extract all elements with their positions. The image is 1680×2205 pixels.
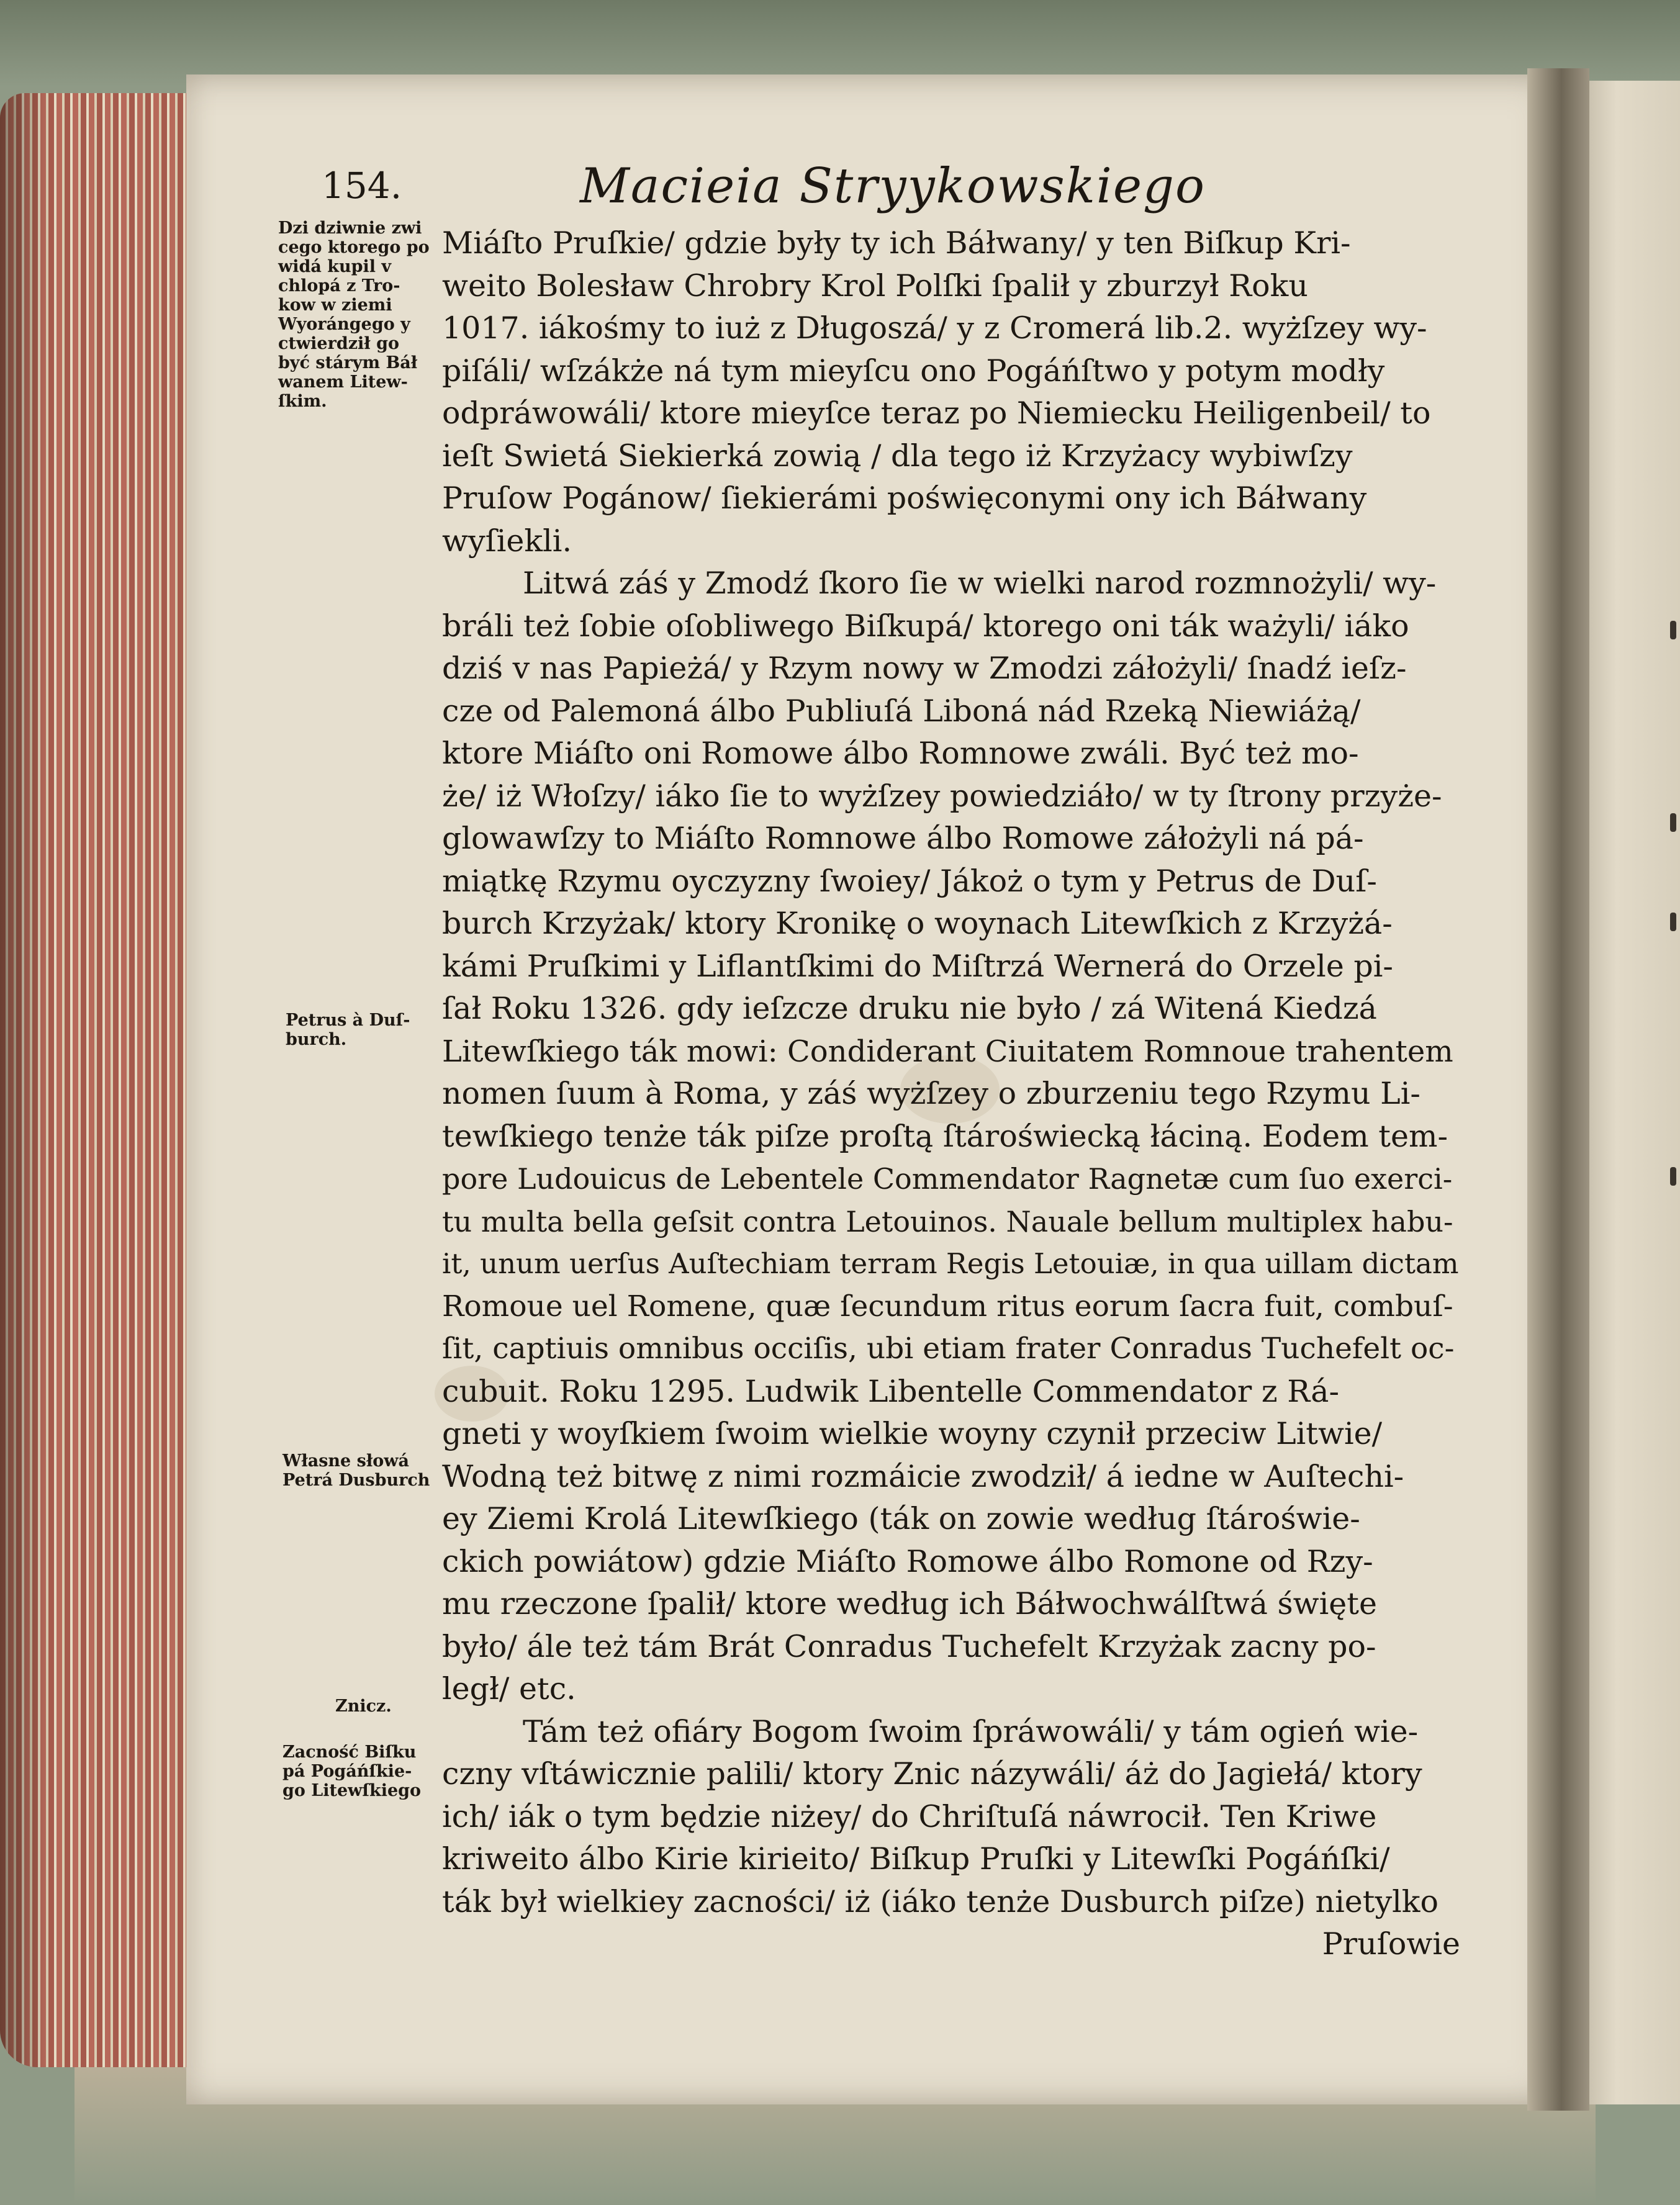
- facing-page-mark: [1670, 1167, 1676, 1186]
- text-line: nomen ſuum à Roma, y záś wyżſzey o zburzeniu tego Rzymu Li-: [442, 1076, 1420, 1111]
- text-line: pore Ludouicus de Lebentele Commendator Ragnetæ cum ſuo exerci-: [442, 1162, 1453, 1196]
- text-line: ſit, captiuis omnibus occiſis, ubi etiam frater Conradus Tuchefelt oc-: [442, 1332, 1455, 1366]
- margin-note: Zacność Biſku pá Pogáńſkie- go Litewſkiego: [282, 1743, 422, 1800]
- facing-page-mark: [1670, 621, 1676, 639]
- running-head: Macieia Stryykowskiego: [580, 158, 1206, 214]
- page-edges-shadow: [0, 93, 50, 2067]
- text-line: Tám też ofiáry Bogom ſwoim ſpráwowáli/ y tám ogień wie-: [523, 1713, 1419, 1749]
- text-line: ich/ iák o tym będzie niżey/ do Chriſtuſá náwrocił. Ten Kriwe: [442, 1798, 1377, 1834]
- text-line: Miáſto Pruſkie/ gdzie były ty ich Báłwany/ y ten Biſkup Kri-: [442, 225, 1351, 261]
- text-line: ſał Roku 1326. gdy ieſzcze druku nie było / zá Witená Kiedzá: [442, 991, 1377, 1026]
- text-line: odpráwowáli/ ktore mieyſce teraz po Niemiecku Heiligenbeil/ to: [442, 395, 1431, 431]
- text-line: gneti y woyſkiem ſwoim wielkie woyny czynił przeciw Litwie/: [442, 1416, 1383, 1451]
- text-line: ták był wielkiey zacności/ iż (iáko tenże Dusburch piſze) nietylko: [442, 1883, 1438, 1919]
- book-gutter: [1527, 68, 1589, 2111]
- text-line: legł/ etc.: [442, 1671, 576, 1707]
- text-line: burch Krzyżak/ ktory Kronikę o woynach Litewſkich z Krzyżá-: [442, 906, 1393, 941]
- text-line: Romoue uel Romene, quæ ſecundum ritus eorum ſacra fuit, combuſ-: [442, 1289, 1453, 1323]
- text-line: tu multa bella geſsit contra Letouinos. Nauale bellum multiplex habu-: [442, 1204, 1453, 1238]
- facing-page-mark: [1670, 813, 1676, 832]
- text-line: Litewſkiego ták mowi: Condiderant Ciuitatem Romnoue trahentem: [442, 1034, 1453, 1069]
- text-line: czny vſtáwicznie palili/ ktory Znic názywáli/ áż do Jagiełá/ ktory: [442, 1756, 1422, 1792]
- text-line: piſáli/ wſzákże ná tym mieyſcu ono Pogáńſtwo y potym modły: [442, 353, 1385, 389]
- margin-note: Własne słowá Petrá Dusburch: [282, 1451, 430, 1490]
- text-line: że/ iż Włoſzy/ iáko ſie to wyżſzey powiedziáło/ w ty ſtrony przyże-: [442, 778, 1442, 814]
- text-line: wyſiekli.: [442, 523, 572, 559]
- text-line: 1017. iákośmy to iuż z Długoszá/ y z Cromerá lib.2. wyżſzey wy-: [442, 310, 1427, 346]
- text-line: cubuit. Roku 1295. Ludwik Libentelle Commendator z Rá-: [442, 1373, 1340, 1409]
- text-line: kámi Pruſkimi y Liflantſkimi do Miſtrzá Wernerá do Orzele pi-: [442, 948, 1393, 984]
- catchword: Pruſowie: [1322, 1926, 1460, 1962]
- text-line: ktore Miáſto oni Romowe álbo Romnowe zwáli. Być też mo-: [442, 736, 1359, 771]
- page-header: [322, 158, 1464, 227]
- facing-page: [1574, 81, 1680, 2104]
- background-top: [0, 0, 1680, 87]
- text-line: tewſkiego tenże ták piſze proſtą ſtároświecką łáciną. Eodem tem-: [442, 1118, 1448, 1154]
- text-line: dziś v nas Papieżá/ y Rzym nowy w Zmodzi záłożyli/ ſnadź ieſz-: [442, 651, 1407, 686]
- text-line: glowawſzy to Miáſto Romnowe álbo Romowe záłożyli ná pá-: [442, 821, 1364, 856]
- text-line: kriweito álbo Kirie kirieito/ Biſkup Pruſki y Litewſki Pogáńſki/: [442, 1841, 1390, 1877]
- text-line: mu rzeczone ſpalił/ ktore według ich Báłwochwálſtwá święte: [442, 1586, 1377, 1621]
- text-line: ey Ziemi Krolá Litewſkiego (ták on zowie według ſtároświe-: [442, 1501, 1360, 1536]
- text-line: ieſt Swietá Siekierká zowią / dla tego iż Krzyżacy wybiwſzy: [442, 438, 1353, 474]
- text-line: było/ ále też tám Brát Conradus Tuchefelt Krzyżak zacny po-: [442, 1628, 1376, 1664]
- text-line: ckich powiátow) gdzie Miáſto Romowe álbo Romone od Rzy-: [442, 1543, 1373, 1579]
- text-line: Litwá záś y Zmodź ſkoro ſie w wielki narod rozmnożyli/ wy-: [523, 566, 1437, 601]
- margin-note: Znicz.: [335, 1697, 392, 1716]
- text-line: cze od Palemoná álbo Publiuſá Liboná nád Rzeką Niewiáżą/: [442, 693, 1361, 729]
- page-number: 154.: [322, 165, 402, 207]
- main-text: [442, 222, 1460, 1966]
- text-line: Pruſow Pogánow/ ſiekierámi poświęconymi ony ich Báłwany: [442, 480, 1367, 516]
- text-line: Wodną też bitwę z nimi rozmáicie zwodził/ á iedne w Auſtechi-: [442, 1458, 1404, 1494]
- text-line: it, unum uerſus Auſtechiam terram Regis Letouiæ, in qua uillam dictam: [442, 1247, 1459, 1280]
- text-line: weito Bolesław Chrobry Krol Polſki ſpalił y zburzył Roku: [442, 268, 1308, 304]
- margin-note: Dzi dziwnie zwi cego ktorego po widá kupil v chlopá z Tro- kow w ziemi Wyorángego y ctwierdził go być stárym Báł wanem Litew- ſkim.: [278, 219, 430, 411]
- text-line: miątkę Rzymu oyczyzny ſwoiey/ Jákoż o tym y Petrus de Duſ-: [442, 863, 1377, 899]
- facing-page-mark: [1670, 913, 1676, 931]
- margin-note: Petrus à Duſ- burch.: [286, 1011, 410, 1049]
- text-line: bráli też ſobie oſobliwego Biſkupá/ ktorego oni ták ważyli/ iáko: [442, 608, 1409, 644]
